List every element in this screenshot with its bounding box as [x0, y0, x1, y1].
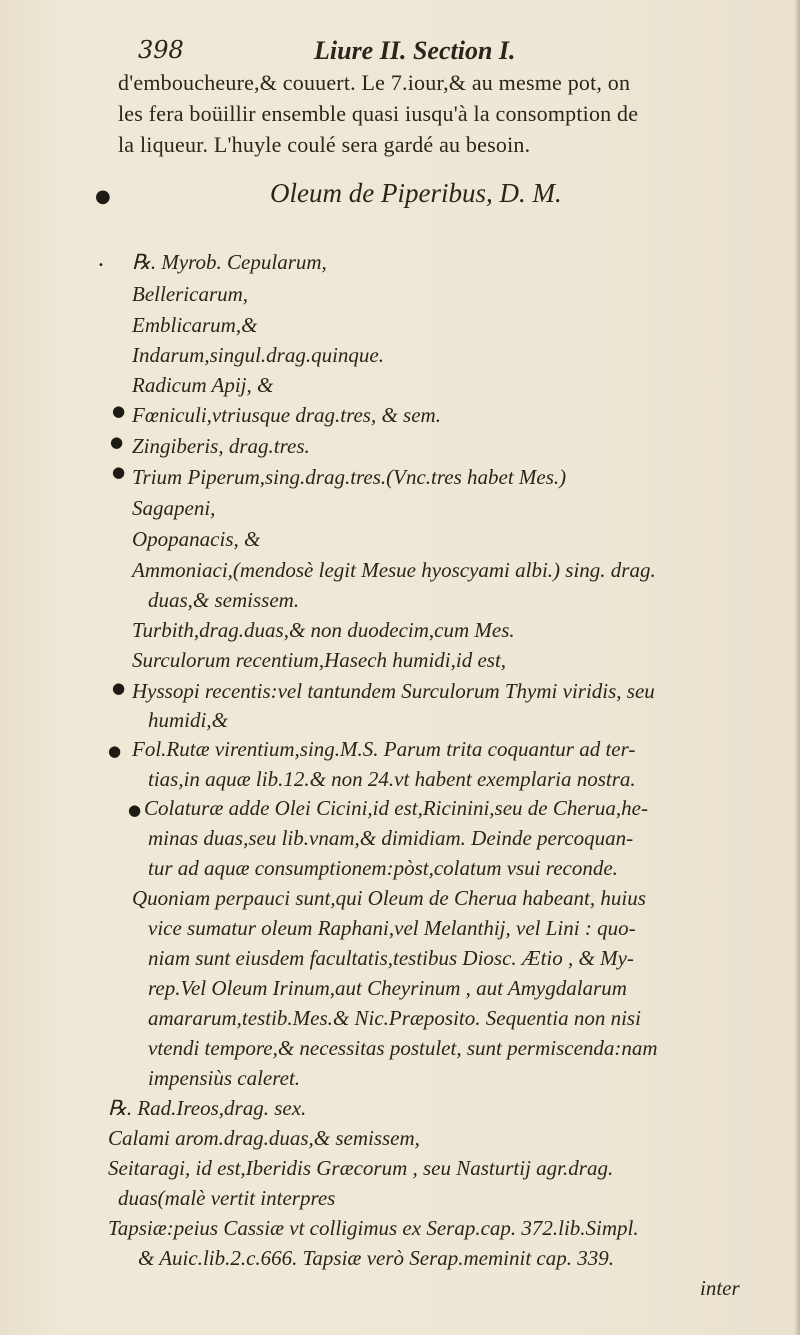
recipe-line: impensiùs caleret. [148, 1066, 301, 1090]
recipe-line: vtendi tempore,& necessitas postulet, sunt permiscenda:nam [148, 1036, 658, 1060]
recipe-line: rep.Vel Oleum Irinum,aut Cheyrinum , aut Amygdalarum [148, 976, 627, 1000]
recipe-line: Quoniam perpauci sunt,qui Oleum de Cherua habeant, huius [132, 886, 646, 910]
recipe-line: Sagapeni, [132, 496, 216, 520]
recipe-line: Colaturæ adde Olei Cicini,id est,Ricinini,seu de Cherua,he- [144, 796, 648, 820]
bullet-mark: ● [110, 433, 124, 451]
recipe-line: vice sumatur oleum Raphani,vel Melanthij, vel Lini : quo- [148, 916, 636, 940]
recipe-line: Tapsiæ:peius Cassiæ vt colligimus ex Serap.cap. 372.lib.Simpl. [108, 1216, 639, 1240]
recipe-line: Emblicarum,& [132, 313, 258, 337]
recipe-line: Opopanacis, & [132, 527, 261, 551]
recipe-line: ℞. Rad.Ireos,drag. sex. [108, 1096, 307, 1120]
recipe-line: duas,& semissem. [148, 588, 300, 612]
recipe-line: Surculorum recentium,Hasech humidi,id est, [132, 648, 507, 672]
recipe-line: minas duas,seu lib.vnam,& dimidiam. Deinde percoquan- [148, 826, 634, 850]
recipe-line: Trium Piperum,sing.drag.tres.(Vnc.tres habet Mes.) [132, 465, 567, 489]
bullet-mark: ● [112, 463, 126, 481]
recipe-line: Fœniculi,vtriusque drag.tres, & sem. [132, 403, 441, 427]
recipe-line: niam sunt eiusdem facultatis,testibus Diosc. Ætio , & My- [148, 946, 634, 970]
recipe-line: Calami arom.drag.duas,& semissem, [108, 1126, 420, 1150]
recipe-line: humidi,& [148, 708, 228, 732]
bullet-mark: ● [95, 186, 111, 207]
recipe-line: Zingiberis, drag.tres. [132, 434, 310, 458]
catchword: inter [700, 1276, 740, 1300]
recipe-line: Hyssopi recentis:vel tantundem Surculorum Thymi viridis, seu [132, 679, 655, 703]
running-title: Liure II. Section I. [314, 36, 516, 65]
bullet-mark: ● [128, 801, 142, 819]
recipe-line: amararum,testib.Mes.& Nic.Præposito. Sequentia non nisi [148, 1006, 641, 1030]
recipe-line: ℞. Myrob. Cepularum, [132, 250, 327, 274]
recipe-line: Seitaragi, id est,Iberidis Græcorum , seu Nasturtij agr.drag. [108, 1156, 614, 1180]
page-number: 398 [138, 36, 184, 64]
recipe-line: duas(malè vertit interpres [118, 1186, 336, 1210]
recipe-line: Fol.Rutæ virentium,sing.M.S. Parum trita coquantur ad ter- [132, 737, 636, 761]
paragraph-line: les fera boüillir ensemble quasi iusqu'à la consomption de [118, 101, 639, 126]
section-title: Oleum de Piperibus, D. M. [270, 178, 562, 208]
bullet-mark: ● [108, 742, 122, 760]
bullet-mark: ● [112, 402, 126, 420]
paragraph-line: la liqueur. L'huyle coulé sera gardé au besoin. [118, 132, 531, 157]
recipe-line: tias,in aquæ lib.12.& non 24.vt habent exemplaria nostra. [148, 767, 636, 791]
recipe-line: Bellericarum, [132, 282, 249, 306]
recipe-line: tur ad aquæ consumptionem:pòst,colatum vsui reconde. [148, 856, 618, 880]
recipe-line: & Auic.lib.2.c.666. Tapsiæ verò Serap.meminit cap. 339. [138, 1246, 614, 1270]
paragraph-line: d'emboucheure,& couuert. Le 7.iour,& au mesme pot, on [118, 70, 631, 95]
dot-mark: • [98, 260, 104, 271]
page-edge-shadow [794, 0, 800, 1335]
recipe-line: Turbith,drag.duas,& non duodecim,cum Mes. [132, 618, 515, 642]
recipe-line: Indarum,singul.drag.quinque. [132, 343, 384, 367]
recipe-line: Ammoniaci,(mendosè legit Mesue hyoscyami albi.) sing. drag. [132, 558, 656, 582]
bullet-mark: ● [112, 679, 126, 697]
recipe-line: Radicum Apij, & [132, 373, 274, 397]
